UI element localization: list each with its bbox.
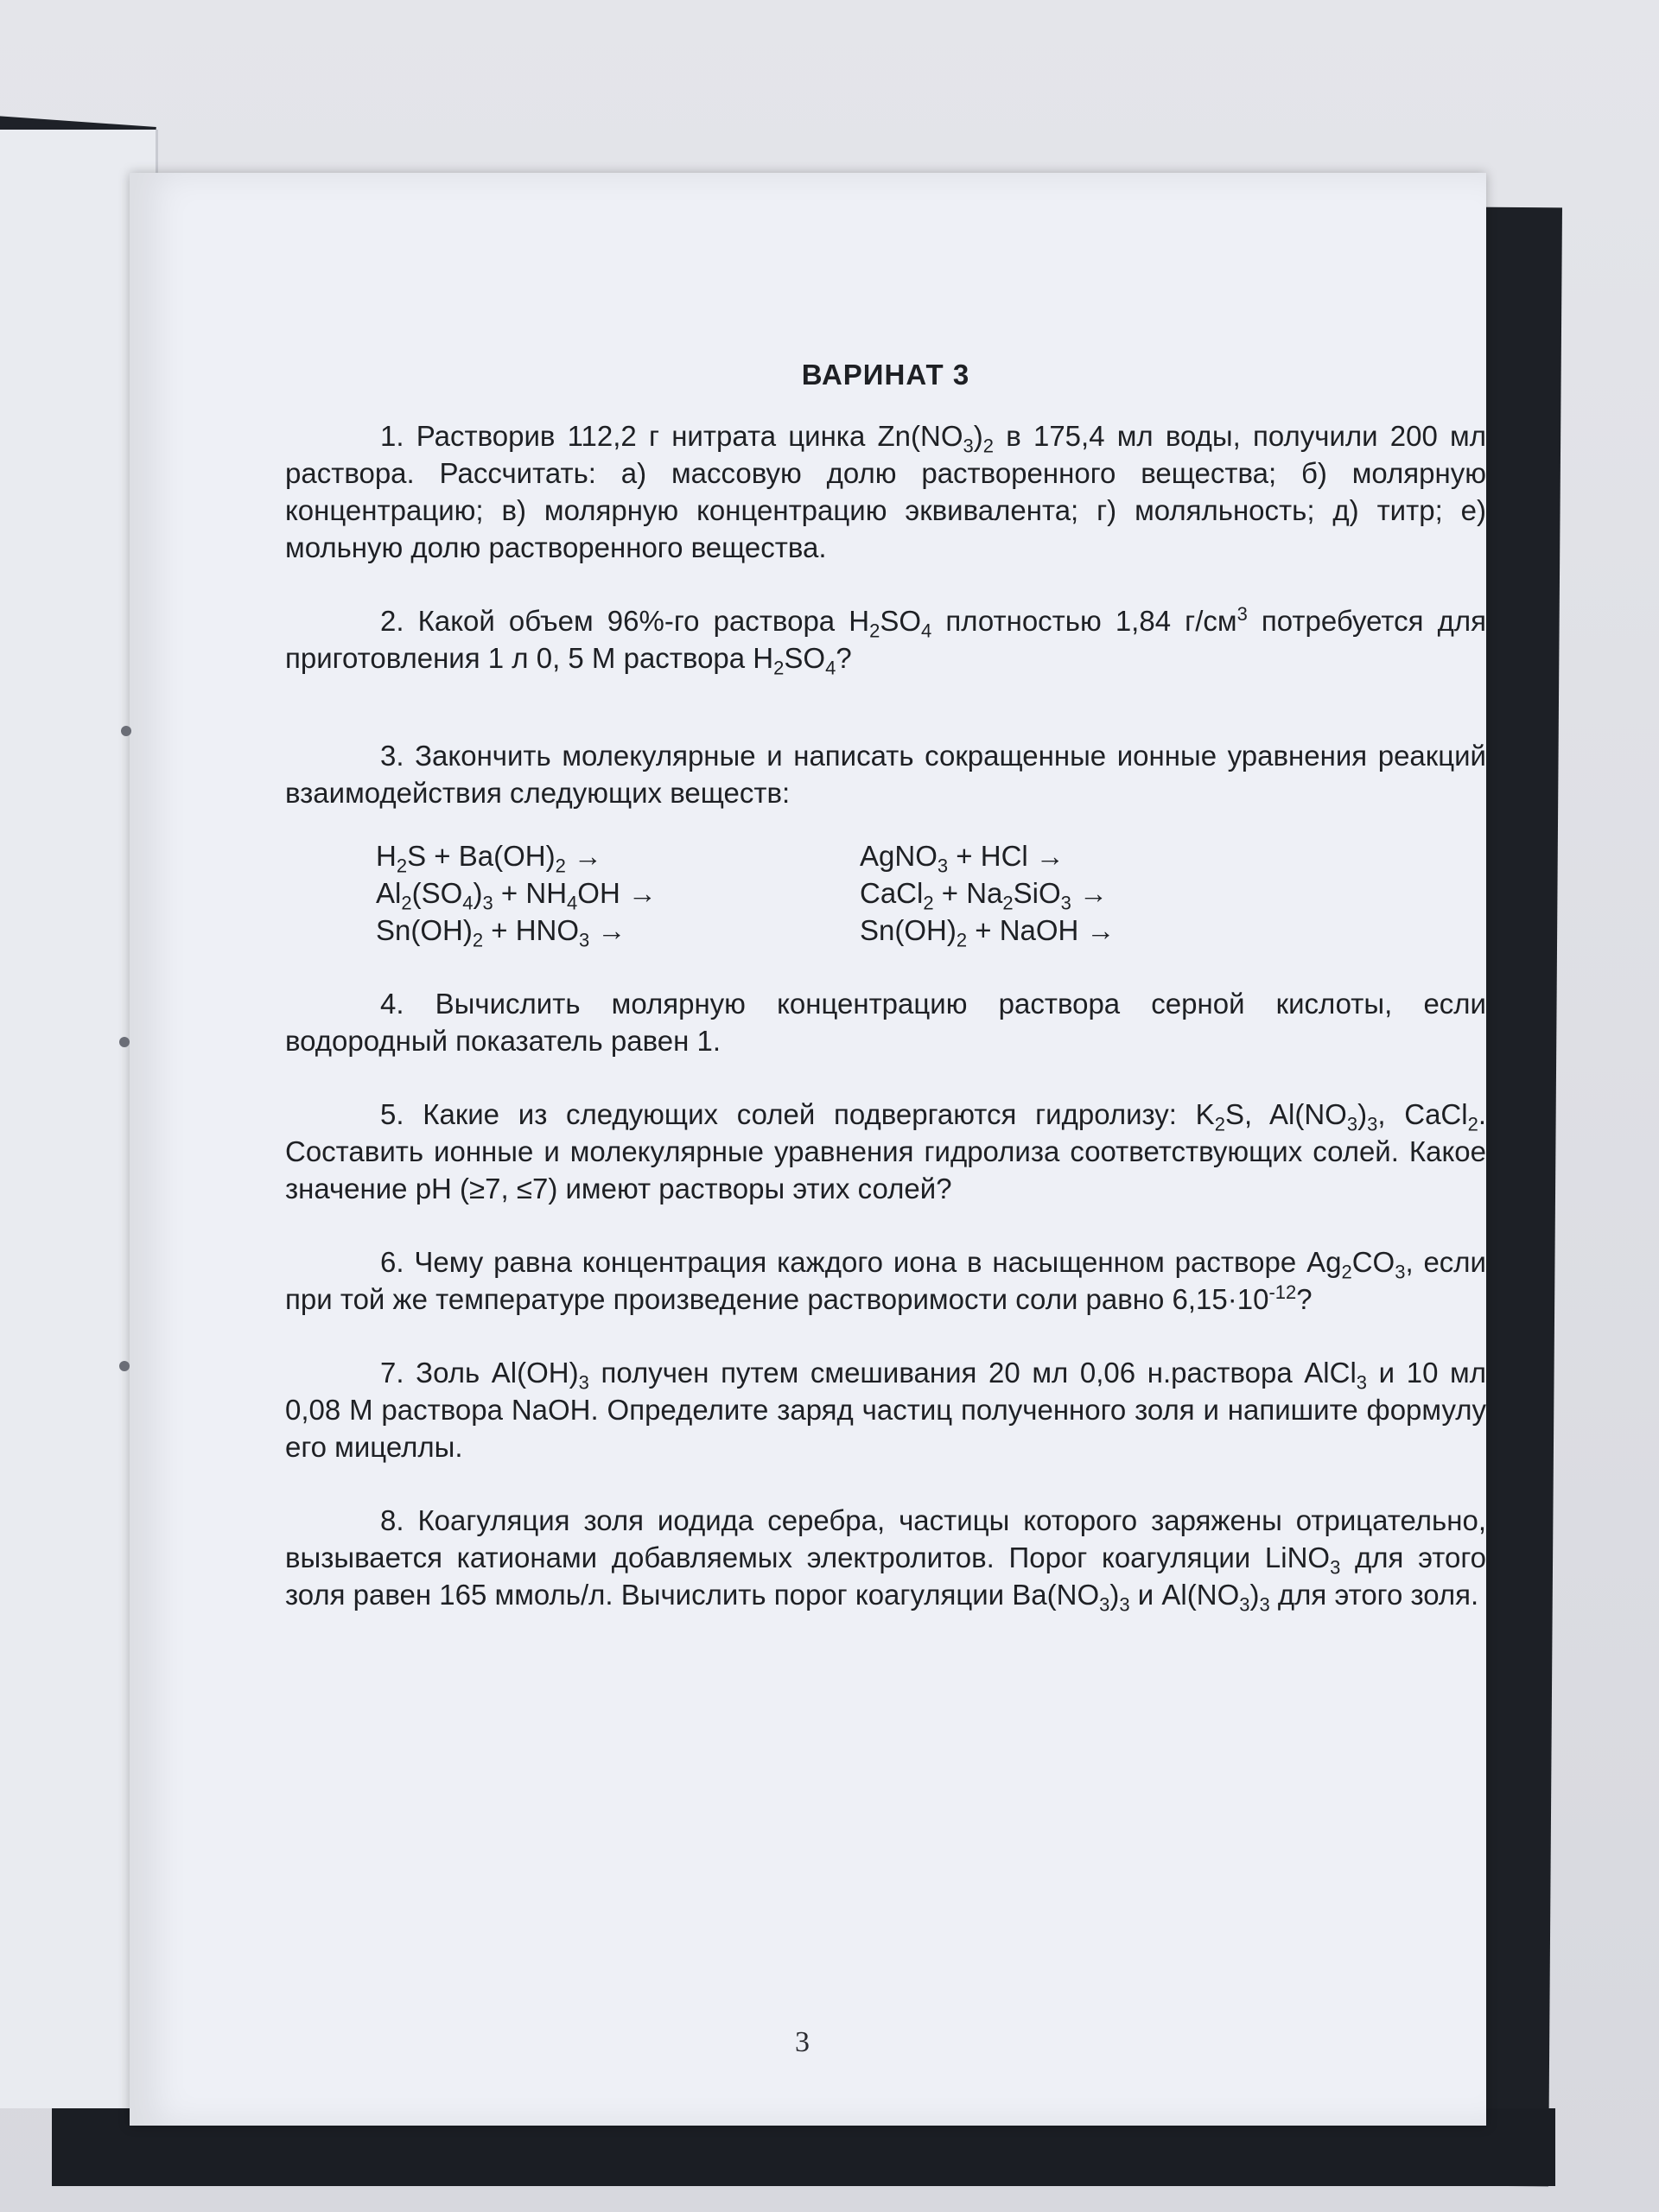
task-6: 6. Чему равна концентрация каждого иона в насыщенном растворе $Ag_2CO_3$, если при той же температуре произведение растворимости соли равно $6,15\cdot 10^{-12}$? xyxy=(285,1246,1486,1315)
page-content xyxy=(285,359,1486,1649)
reaction-3: $Al_2(SO_4)_3 + NH_4OH$ → xyxy=(376,877,657,914)
staple-hole xyxy=(119,1037,130,1047)
reaction-5: $Sn(OH)_2 + HNO_3$ → xyxy=(376,914,626,951)
reaction-1: $H_2S + Ba(OH)_2$ → xyxy=(376,840,602,877)
document-page xyxy=(130,173,1486,2126)
task-5: 5. Какие из следующих солей подвергаются гидролизу: $K_2S$, $Al(NO_3)_3$, CaCl$_2$. Составить ионные и молекулярные уравнения гидролиза соответствующих солей. Какое значение рН (≥7, ≤7) имеют растворы этих солей? xyxy=(285,1098,1487,1205)
reactions-grid xyxy=(376,837,1486,949)
task-1: 1. Растворив 112,2 г нитрата цинка $Zn(NO_3)_2$ в 175,4 мл воды, получили 200 мл раствора. Рассчитать: а) массовую долю растворенного вещества; б) молярную концентрацию; в) молярную концентрацию эквивалента; г) моляльность; д) титр; е) мольную долю растворенного вещества. xyxy=(285,420,1486,563)
reaction-4: CaCl$_2$ + $Na_2SiO_3$ → xyxy=(860,877,1109,914)
page-title: ВАРИНАТ 3 xyxy=(801,359,970,391)
task-4: 4. Вычислить молярную концентрацию раствора серной кислоты, если водородный показатель равен 1. xyxy=(285,988,1486,1057)
task-3: 3. Закончить молекулярные и написать сокращенные ионные уравнения реакций взаимодействия следующих веществ: xyxy=(285,740,1486,809)
page-number: 3 xyxy=(795,2026,810,2058)
staple-hole xyxy=(119,1361,130,1371)
staple-hole xyxy=(121,726,131,736)
task-2: 2. Какой объем 96%-го раствора $H_2SO_4$ плотностью 1,84 $г/см^3$ потребуется для приготовления 1 л 0, 5 М раствора $H_2SO_4$? xyxy=(285,603,1487,679)
reaction-6: $Sn(OH)_2$ + NaOH → xyxy=(860,914,1116,951)
reaction-2: AgNO$_3$ + HCl → xyxy=(860,840,1065,877)
task-7: 7. Золь $Al(OH)_3$ получен путем смешивания 20 мл 0,06 н.раствора AlCl$_3$ и 10 мл 0,08 М раствора NaOH. Определите заряд частиц полученного золя и напишите формулу его мицеллы. xyxy=(285,1357,1486,1463)
task-8: 8. Коагуляция золя иодида серебра, частицы которого заряжены отрицательно, вызывается катионами добавляемых электролитов. Порог коагуляции LiNO$_3$ для этого золя равен 165 ммоль/л. Вычислить порог коагуляции $Ba(NO_3)_3$ и $Al(NO_3)_3$ для этого золя. xyxy=(285,1504,1486,1616)
